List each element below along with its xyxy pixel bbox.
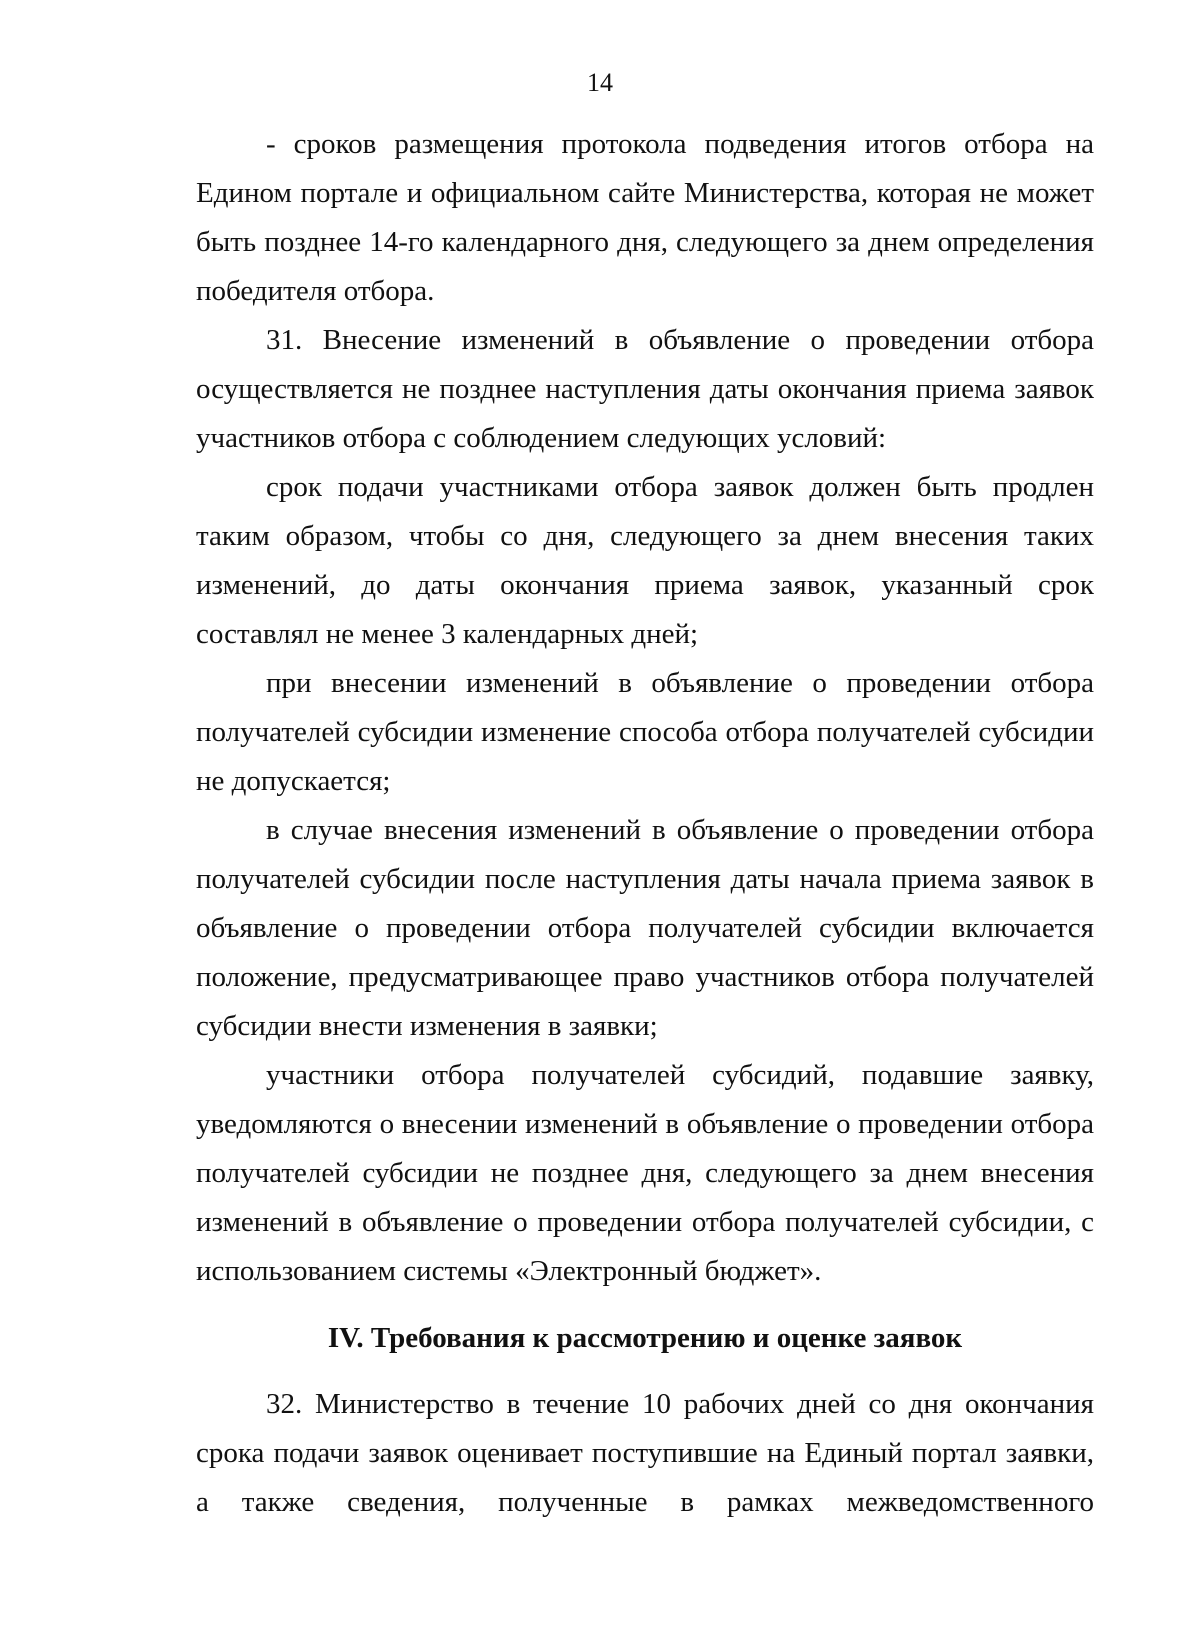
paragraph-deadline-extension: срок подачи участниками отбора заявок должен быть продлен таким образом, чтобы со дня, следующего за днем внесения таких изменений, до даты окончания приема заявок, указанный срок составлял не менее 3 календарных дней; xyxy=(196,471,1094,650)
paragraph-32: 32. Министерство в течение 10 рабочих дней со дня окончания срока подачи заявок оценивает поступившие на Единый портал заявки, а также сведения, полученные в рамках межведомственного xyxy=(196,1388,1094,1518)
paragraph-31: 31. Внесение изменений в объявление о проведении отбора осуществляется не позднее наступления даты окончания приема заявок участников отбора с соблюдением следующих условий: xyxy=(196,324,1094,454)
paragraph-changes-after-start: в случае внесения изменений в объявление о проведении отбора получателей субсидии после наступления даты начала приема заявок в объявление о проведении отбора получателей субсидии включается положение, предусматривающее право участников отбора получателей субсидии внести изменения в заявки; xyxy=(196,814,1094,1042)
paragraph-method-change: при внесении изменений в объявление о проведении отбора получателей субсидии изменение способа отбора получателей субсидии не допускается; xyxy=(196,667,1094,797)
section-heading: IV. Требования к рассмотрению и оценке заявок xyxy=(327,1322,963,1354)
paragraph-protocol-deadline: - сроков размещения протокола подведения итогов отбора на Едином портале и официальном сайте Министерства, которая не может быть позднее 14-го календарного дня, следующего за днем определения победителя отбора. xyxy=(196,128,1094,307)
paragraph-notification: участники отбора получателей субсидий, подавшие заявку, уведомляются о внесении изменений в объявление о проведении отбора получателей субсидии не позднее дня, следующего за днем внесения изменений в объявление о проведении отбора получателей субсидии, с использованием системы «Электронный бюджет». xyxy=(196,1059,1094,1287)
document-body xyxy=(196,120,1094,1527)
page-number: 14 xyxy=(587,68,613,97)
